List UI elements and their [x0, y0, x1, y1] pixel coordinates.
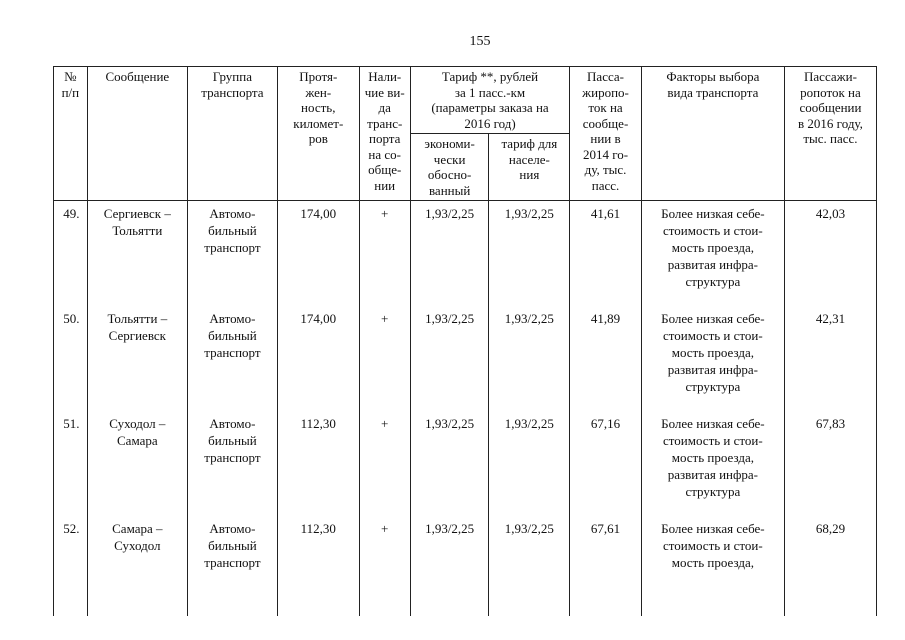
- row-tariff-population: 1,93/2,25: [489, 201, 570, 307]
- table-row: [54, 516, 877, 616]
- row-factors: Более низкая себе- стоимость и стои- мость проезда,: [641, 516, 784, 616]
- table-body: [54, 201, 877, 617]
- row-factors: Более низкая себе- стоимость и стои- мость проезда, развитая инфра- структура: [641, 411, 784, 516]
- header-tariff: Тариф **, рублей за 1 пасс.-км (параметры заказа на 2016 год): [410, 67, 569, 134]
- header-length: Протя- жен- ность, километ- ров: [277, 67, 359, 201]
- row-flow-2016: 42,03: [784, 201, 876, 307]
- row-num: 49.: [54, 201, 88, 307]
- row-availability: +: [359, 411, 410, 516]
- table-header: [54, 67, 877, 201]
- page-number: 155: [469, 34, 491, 49]
- row-tariff-population: 1,93/2,25: [489, 516, 570, 616]
- row-flow-2016: 67,83: [784, 411, 876, 516]
- row-length: 112,30: [277, 516, 359, 616]
- row-group: Автомо- бильный транспорт: [187, 306, 277, 411]
- row-factors: Более низкая себе- стоимость и стои- мость проезда, развитая инфра- структура: [641, 201, 784, 307]
- header-flow-2014: Пасса- жиропо- ток на сообще- нии в 2014 го- ду, тыс. пасс.: [570, 67, 642, 201]
- row-availability: +: [359, 516, 410, 616]
- header-route: Сообщение: [87, 67, 187, 201]
- header-flow-2016: Пассажи- ропоток на сообщении в 2016 году, тыс. пасс.: [784, 67, 876, 201]
- table-row: [54, 201, 877, 307]
- row-length: 174,00: [277, 201, 359, 307]
- row-availability: +: [359, 306, 410, 411]
- row-tariff-economic: 1,93/2,25: [410, 411, 489, 516]
- row-route: Самара – Суходол: [87, 516, 187, 616]
- routes-table-container: [53, 66, 877, 616]
- row-length: 112,30: [277, 411, 359, 516]
- header-factors: Факторы выбора вида транспорта: [641, 67, 784, 201]
- row-flow-2014: 41,61: [570, 201, 642, 307]
- row-num: 50.: [54, 306, 88, 411]
- row-flow-2014: 67,16: [570, 411, 642, 516]
- row-flow-2014: 41,89: [570, 306, 642, 411]
- row-tariff-population: 1,93/2,25: [489, 306, 570, 411]
- row-num: 51.: [54, 411, 88, 516]
- row-tariff-economic: 1,93/2,25: [410, 516, 489, 616]
- row-factors: Более низкая себе- стоимость и стои- мость проезда, развитая инфра- структура: [641, 306, 784, 411]
- header-tariff-economic: экономи- чески обосно- ванный: [410, 134, 489, 201]
- row-flow-2014: 67,61: [570, 516, 642, 616]
- row-length: 174,00: [277, 306, 359, 411]
- row-route: Суходол – Самара: [87, 411, 187, 516]
- row-tariff-population: 1,93/2,25: [489, 411, 570, 516]
- routes-table: [53, 66, 877, 616]
- table-row: [54, 411, 877, 516]
- header-availability: Нали- чие ви- да транс- порта на со- обще- нии: [359, 67, 410, 201]
- row-flow-2016: 68,29: [784, 516, 876, 616]
- row-group: Автомо- бильный транспорт: [187, 201, 277, 307]
- row-route: Тольятти – Сергиевск: [87, 306, 187, 411]
- row-num: 52.: [54, 516, 88, 616]
- header-group: Группа транспорта: [187, 67, 277, 201]
- header-tariff-population: тариф для населе- ния: [489, 134, 570, 201]
- row-route: Сергиевск – Тольятти: [87, 201, 187, 307]
- row-tariff-economic: 1,93/2,25: [410, 201, 489, 307]
- table-row: [54, 306, 877, 411]
- row-group: Автомо- бильный транспорт: [187, 516, 277, 616]
- row-group: Автомо- бильный транспорт: [187, 411, 277, 516]
- row-tariff-economic: 1,93/2,25: [410, 306, 489, 411]
- header-num: № п/п: [54, 67, 88, 201]
- row-flow-2016: 42,31: [784, 306, 876, 411]
- row-availability: +: [359, 201, 410, 307]
